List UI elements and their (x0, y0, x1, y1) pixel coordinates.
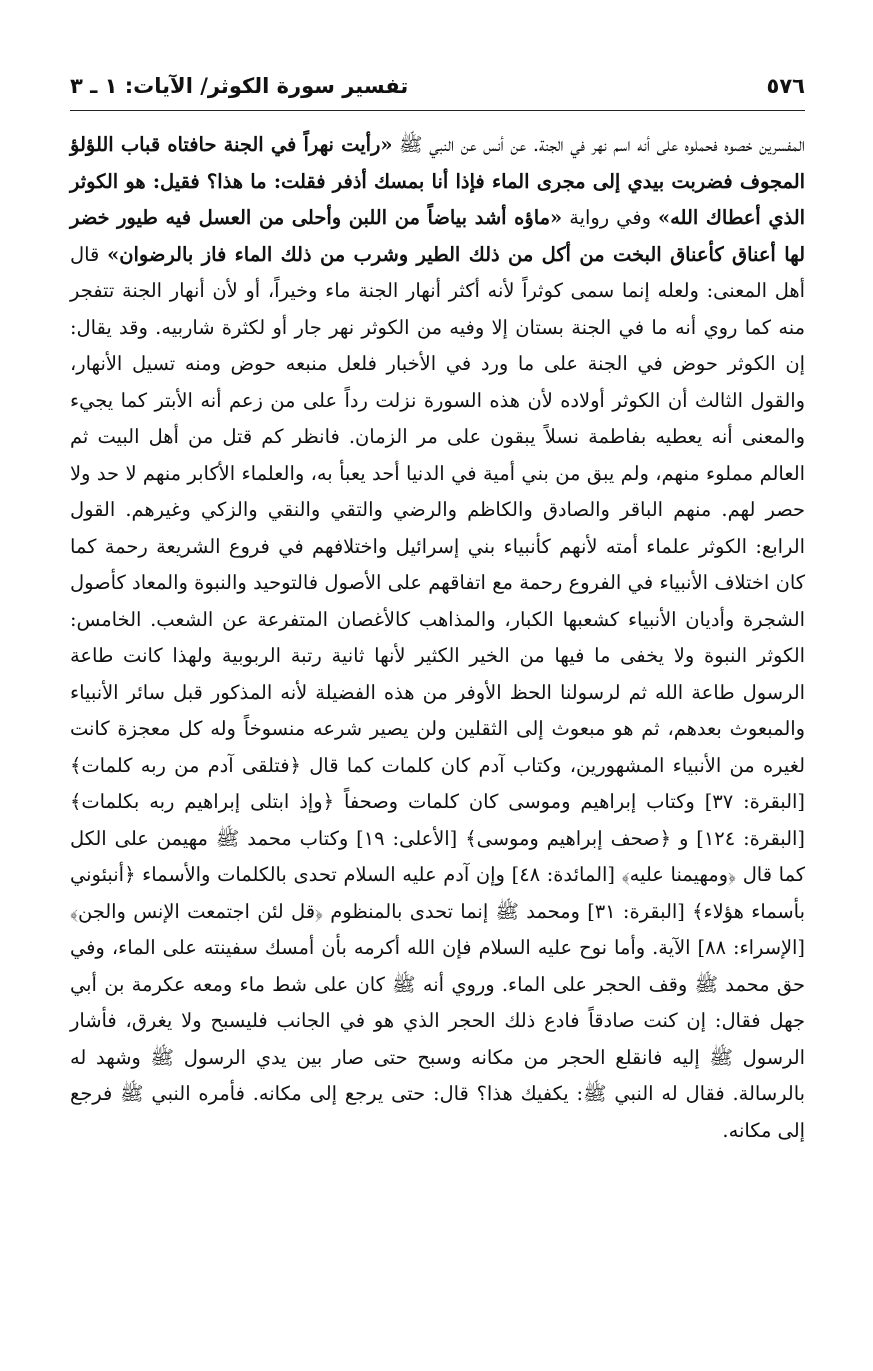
hadith-quote: «ماؤه أشد بياضاً من اللبن وأحلى من العسل فيه طيور خضر لها أعناق كأعناق البخت من أكل من ذلك الطير وشرب من ذلك الماء فاز بالرضوان» (70, 206, 805, 266)
text-run: المفسرين خصوه فحملوه على أنه اسم نهر في الجنة. عن أنس عن النبي ﷺ (392, 133, 805, 156)
header-rule (70, 110, 805, 111)
hadith-quote: «رأيت نهراً في الجنة حافتاه قباب اللؤلؤ المجوف فضربت بيدي إلى مجرى الماء فإذا أنا بمسك أذفر فقلت: ما هذا؟ فقيل: هو الكوثر الذي أعطاك الله» (70, 133, 805, 229)
text-run: وفي رواية (562, 206, 659, 229)
text-run: قال أهل المعنى: ولعله إنما سمى كوثراً لأنه أكثر أنهار الجنة ماء وخيراً، أو لأن أنهار الجنة تتفجر منه كما روي أنه ما في الجنة بستان إلا وفيه من الكوثر نهر جار أو لكثرة شاربيه. وقد يقال: إن الكوثر حوض في الجنة على ما ورد في الأخبار فلعل منبعه حوض ومنه تسيل الأنهار، والقول الثالث أن الكوثر أولاده لأن هذه السورة نزلت رداً على من زعم أنه الأبتر كما يجيء والمعنى أنه يعطيه بفاطمة نسلاً يبقون على مر الزمان. فانظر كم قتل من أهل البيت ثم العالم مملوء منهم، ولم يبق من بني أمية في الدنيا أحد يعبأ به، والعلماء الأكابر منهم لا حد ولا حصر لهم. منهم الباقر والصادق والكاظم والرضي والتقي والنقي والزكي وغيرهم. القول الرابع: الكوثر علماء أمته لأنهم كأنبياء بني إسرائيل واختلافهم في فروع الشريعة رحمة كما كان اختلاف الأنبياء في الفروع رحمة مع اتفاقهم على الأصول فالتوحيد والنبوة والمعاد كأصول الشجرة وأديان الأنبياء كشعبها الكبار، والمذاهب كالأغصان المتفرعة عن الشعب. الخامس: الكوثر النبوة ولا يخفى ما فيها من الخير الكثير لأنها ثانية رتبة الربوبية ولهذا كانت طاعة الرسول طاعة الله ثم لرسولنا الحظ الأوفر من هذه الفضيلة لأنه المذكور قبل سائر الأنبياء والمبعوث بعدهم، ثم هو مبعوث إلى الثقلين ولن يصير شرعه منسوخاً وله كل معجزة كانت لغيره من الأنبياء المشهورين، وكتاب آدم كان كلمات كما قال ﴿فتلقى آدم من ربه كلمات﴾ [البقرة: ٣٧] وكتاب إبراهيم وموسى كان كلمات وصحفاً ﴿وإذ ابتلى إبراهيم ربه بكلمات﴾ [البقرة: ١٢٤] و ﴿صحف إبراهيم وموسى﴾ [الأعلى: ١٩] وكتاب محمد ﷺ مهيمن على الكل كما قال ﴿ومهيمنا عليه﴾ [المائدة: ٤٨] وإن آدم عليه السلام تحدى بالكلمات والأسماء ﴿أنبئوني بأسماء هؤلاء﴾ [البقرة: ٣١] ومحمد ﷺ إنما تحدى بالمنظوم ﴿قل لئن اجتمعت الإنس والجن﴾ [الإسراء: ٨٨] الآية. وأما نوح عليه السلام فإن الله أكرمه بأن أمسك سفينته على الماء، وفي حق محمد ﷺ وقف الحجر على الماء. وروي أنه ﷺ كان على شط ماء ومعه عكرمة بن أبي جهل فقال: إن كنت صادقاً فادع ذلك الحجر الذي هو في الجانب فليسبح ولا يغرق، فأشار الرسول ﷺ إليه فانقلع الحجر من مكانه وسبح حتى صار بين يدي الرسول ﷺ وشهد له بالرسالة. فقال له النبي ﷺ: يكفيك هذا؟ قال: حتى يرجع إلى مكانه. فأمره النبي ﷺ فرجع إلى مكانه. (70, 242, 806, 1142)
main-text (70, 127, 805, 1149)
paragraph (70, 127, 805, 1149)
page-number: ٥٧٦ (766, 74, 805, 98)
running-title: تفسير سورة الكوثر/ الآيات: ١ ـ ٣ (70, 74, 409, 98)
page-header (70, 74, 805, 110)
